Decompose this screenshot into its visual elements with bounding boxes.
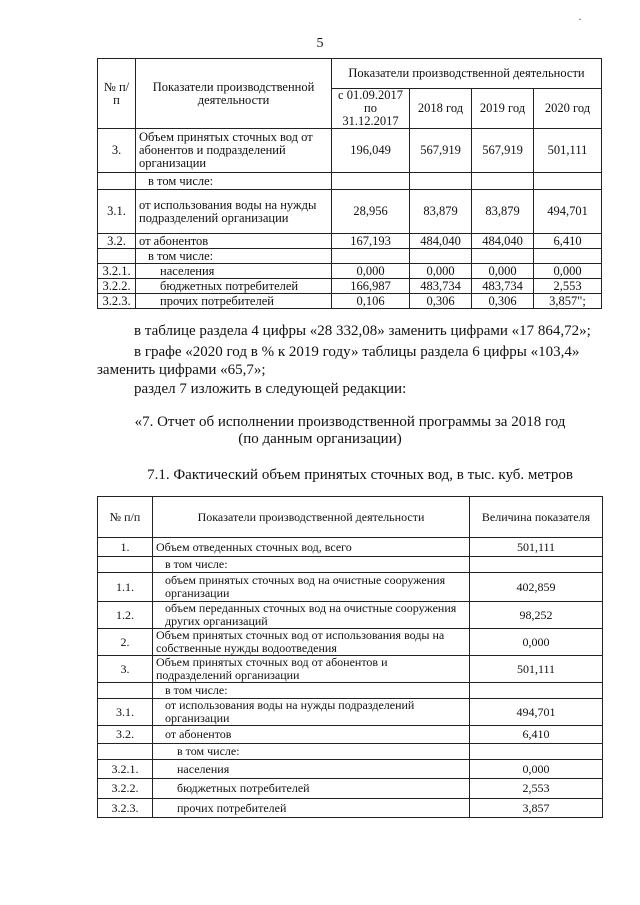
row-value-2020 (534, 249, 602, 264)
row-value-2019 (472, 173, 534, 190)
row-number: 1. (98, 538, 153, 557)
table-row (98, 744, 603, 760)
row-number: 3. (98, 129, 136, 173)
margin-mark-icon: · (578, 12, 582, 26)
row-value-2019: 0,000 (472, 264, 534, 279)
section-title: «7. Отчет об исполнении производственной программы за 2018 год (134, 414, 566, 430)
table-row (98, 726, 603, 744)
table-row (98, 129, 602, 173)
row-name: от абонентов (153, 726, 470, 744)
table1-body (98, 129, 602, 309)
table-row (98, 279, 602, 294)
row-value-2020: 6,410 (534, 234, 602, 249)
row-number (98, 557, 153, 573)
row-value: 6,410 (470, 726, 603, 744)
row-name: в том числе: (153, 744, 470, 760)
row-name: бюджетных потребителей (153, 779, 470, 799)
production-table-2017-2020 (97, 58, 602, 309)
row-name: прочих потребителей (153, 799, 470, 818)
subsection-title: 7.1. Фактический объем принятых сточных вод, в тыс. куб. метров (147, 467, 573, 483)
row-value: 501,111 (470, 656, 603, 683)
table-row (98, 173, 602, 190)
row-value-2019: 483,734 (472, 279, 534, 294)
paragraph-2b: заменить цифрами «65,7»; (97, 362, 266, 378)
paragraph-3: раздел 7 изложить в следующей редакции: (134, 381, 407, 397)
table-row (98, 799, 603, 818)
row-number: 3.1. (98, 699, 153, 726)
row-number (98, 683, 153, 699)
header-2020: 2020 год (534, 89, 602, 129)
row-name: в том числе: (136, 173, 332, 190)
row-value-2019: 484,040 (472, 234, 534, 249)
row-value-2018 (410, 249, 472, 264)
row-value-2018: 83,879 (410, 190, 472, 234)
row-value-2017 (332, 249, 410, 264)
table-row (98, 629, 603, 656)
row-name: Объем принятых сточных вод от абонентов и подразделений организации (136, 129, 332, 173)
row-value-2017: 0,106 (332, 294, 410, 309)
row-number (98, 249, 136, 264)
row-name: в том числе: (153, 683, 470, 699)
row-value-2017: 0,000 (332, 264, 410, 279)
row-value-2020: 3,857"; (534, 294, 602, 309)
row-value-2017: 196,049 (332, 129, 410, 173)
page-number: 5 (316, 36, 324, 51)
table-row (98, 602, 603, 629)
row-value: 98,252 (470, 602, 603, 629)
table-row (98, 683, 603, 699)
header-period: с 01.09.2017 по 31.12.2017 (332, 89, 410, 129)
table-row (98, 294, 602, 309)
row-value-2018: 0,306 (410, 294, 472, 309)
row-number: 1.2. (98, 602, 153, 629)
row-value (470, 744, 603, 760)
row-number: 2. (98, 629, 153, 656)
row-value-2018: 567,919 (410, 129, 472, 173)
row-number (98, 744, 153, 760)
row-name: Объем принятых сточных вод от абонентов и подразделений организации (153, 656, 470, 683)
row-value-2019: 83,879 (472, 190, 534, 234)
row-number: 3.2.2. (98, 779, 153, 799)
table-row (98, 573, 603, 602)
row-value-2020 (534, 173, 602, 190)
row-name: прочих потребителей (136, 294, 332, 309)
row-value: 3,857 (470, 799, 603, 818)
row-value: 501,111 (470, 538, 603, 557)
row-name: населения (136, 264, 332, 279)
table-row (98, 699, 603, 726)
row-name: бюджетных потребителей (136, 279, 332, 294)
row-value-2018: 0,000 (410, 264, 472, 279)
row-value-2018 (410, 173, 472, 190)
row-value: 0,000 (470, 760, 603, 779)
row-name: населения (153, 760, 470, 779)
table-row (98, 190, 602, 234)
row-value-2019: 567,919 (472, 129, 534, 173)
header-group: Показатели производственной деятельности (332, 59, 602, 89)
paragraph-1: в таблице раздела 4 цифры «28 332,08» заменить цифрами «17 864,72»; (134, 323, 591, 339)
row-name: в том числе: (136, 249, 332, 264)
row-value-2020: 494,701 (534, 190, 602, 234)
row-number: 3. (98, 656, 153, 683)
table-row (98, 557, 603, 573)
section-subtitle: (по данным организации) (238, 431, 402, 447)
row-number: 3.2.1. (98, 264, 136, 279)
row-value: 2,553 (470, 779, 603, 799)
row-value-2017: 167,193 (332, 234, 410, 249)
header-indicators: Показатели производственной деятельности (136, 59, 332, 129)
row-number (98, 173, 136, 190)
row-name: от абонентов (136, 234, 332, 249)
row-value: 0,000 (470, 629, 603, 656)
row-number: 3.1. (98, 190, 136, 234)
row-value (470, 557, 603, 573)
row-number: 3.2.2. (98, 279, 136, 294)
row-value-2017: 166,987 (332, 279, 410, 294)
table-row (98, 234, 602, 249)
row-number: 3.2. (98, 234, 136, 249)
row-value-2019 (472, 249, 534, 264)
header-2019: 2019 год (472, 89, 534, 129)
row-name: от использования воды на нужды подразделений организации (136, 190, 332, 234)
row-name: в том числе: (153, 557, 470, 573)
table-row (98, 779, 603, 799)
actual-volume-table (97, 496, 603, 818)
row-name: Объем принятых сточных вод от использования воды на собственные нужды водоотведения (153, 629, 470, 656)
header-2018: 2018 год (410, 89, 472, 129)
row-name: объем принятых сточных вод на очистные сооружения организации (153, 573, 470, 602)
row-value-2020: 2,553 (534, 279, 602, 294)
t2-header-num: № п/п (98, 497, 153, 538)
row-number: 3.2.3. (98, 294, 136, 309)
table2-body (98, 538, 603, 818)
row-value-2020: 0,000 (534, 264, 602, 279)
row-value-2020: 501,111 (534, 129, 602, 173)
table-row (98, 760, 603, 779)
header-num: № п/п (98, 59, 136, 129)
row-number: 3.2.3. (98, 799, 153, 818)
row-value-2017: 28,956 (332, 190, 410, 234)
row-number: 1.1. (98, 573, 153, 602)
row-number: 3.2. (98, 726, 153, 744)
row-number: 3.2.1. (98, 760, 153, 779)
row-value-2019: 0,306 (472, 294, 534, 309)
table-row (98, 264, 602, 279)
row-name: от использования воды на нужды подразделений организации (153, 699, 470, 726)
row-name: объем переданных сточных вод на очистные сооружения других организаций (153, 602, 470, 629)
row-value (470, 683, 603, 699)
table-row (98, 249, 602, 264)
row-value: 494,701 (470, 699, 603, 726)
paragraph-2a: в графе «2020 год в % к 2019 году» таблицы раздела 6 цифры «103,4» (134, 344, 580, 360)
row-value-2017 (332, 173, 410, 190)
t2-header-indicators: Показатели производственной деятельности (153, 497, 470, 538)
table-row (98, 656, 603, 683)
table-row (98, 538, 603, 557)
row-value-2018: 484,040 (410, 234, 472, 249)
row-name: Объем отведенных сточных вод, всего (153, 538, 470, 557)
row-value-2018: 483,734 (410, 279, 472, 294)
t2-header-value: Величина показателя (470, 497, 603, 538)
row-value: 402,859 (470, 573, 603, 602)
